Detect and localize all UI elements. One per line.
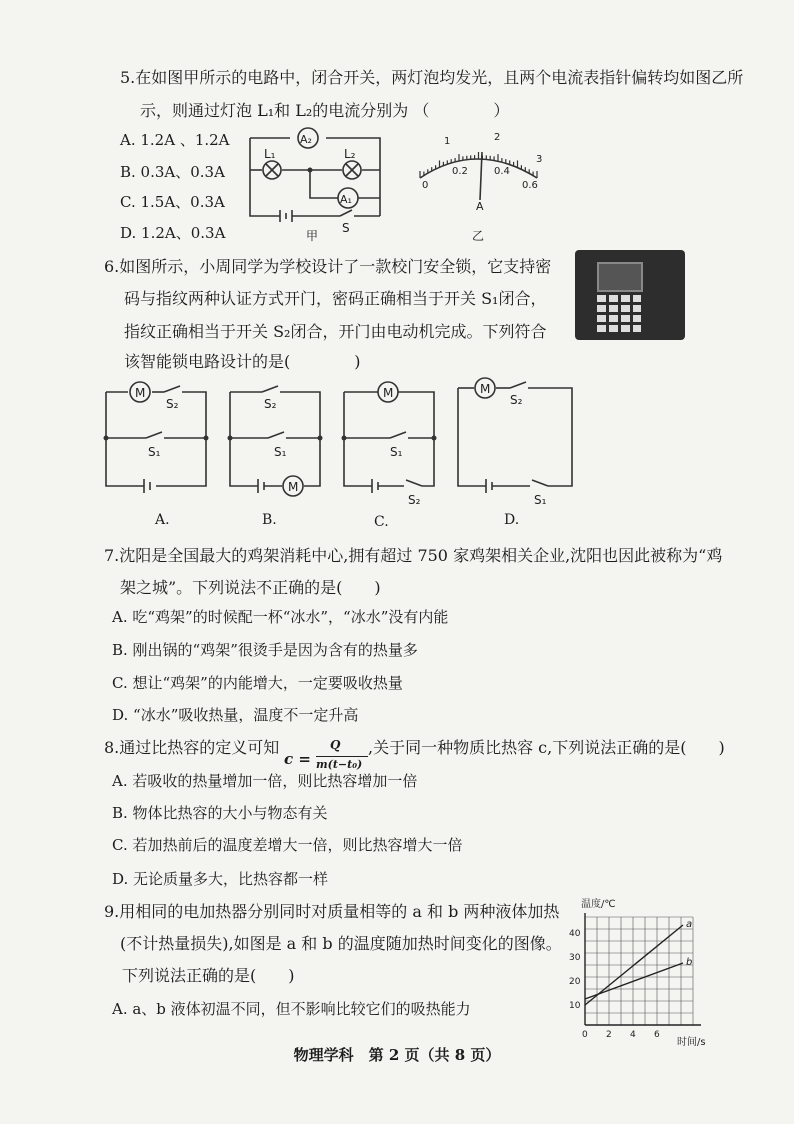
q6-caption-c: C.: [374, 514, 389, 530]
ammeter-a1-label: A₁: [340, 193, 352, 206]
dial-tick-0.4: 0.4: [494, 166, 510, 177]
motor-label-d: M: [480, 382, 491, 396]
ytick-10: 10: [569, 1001, 581, 1011]
dial-big-1: 1: [444, 136, 451, 147]
q6-stem-line3: 指纹正确相当于开关 S₂闭合，开门由电动机完成。下列符合: [124, 322, 547, 341]
switch-s-label: S: [342, 221, 350, 235]
switch-s2-label-c: S₂: [408, 493, 421, 507]
motor-label-c: M: [383, 386, 394, 400]
formula-denominator: m(t−t₀): [316, 758, 363, 771]
xtick-0: 0: [582, 1030, 588, 1040]
q9-stem-line3: 下列说法正确的是( ): [122, 966, 295, 985]
figure-yi-caption: 乙: [472, 229, 485, 243]
q8-stem-tail: ,关于同一种物质比热容 c,下列说法正确的是( ): [368, 738, 725, 757]
xtick-2: 2: [606, 1030, 612, 1040]
switch-s1-label-d: S₁: [534, 493, 547, 507]
graph-xlabel: 时间/s: [677, 1037, 706, 1048]
xtick-6: 6: [654, 1030, 660, 1040]
q5-circuit-jia: [230, 118, 400, 243]
q6-caption-a: A.: [155, 512, 170, 528]
q5-option-b: B. 0.3A、0.3A: [120, 163, 225, 181]
xtick-4: 4: [630, 1030, 636, 1040]
q9-stem-line2: (不计热量损失),如图是 a 和 b 的温度随加热时间变化的图像。: [120, 934, 562, 953]
dial-unit-a: A: [476, 200, 484, 213]
lamp-l1-label: L₁: [264, 147, 276, 161]
switch-s2-label-a: S₂: [166, 397, 179, 411]
dial-tick-0.6: 0.6: [522, 180, 538, 191]
switch-s2-label-d: S₂: [510, 393, 523, 407]
formula-c: c =: [284, 750, 311, 768]
switch-s1-label-b: S₁: [274, 445, 287, 459]
ytick-30: 30: [569, 953, 581, 963]
q5-ammeter-dial-yi: [402, 130, 552, 245]
dial-tick-0: 0: [422, 180, 429, 191]
q5-option-c: C. 1.5A、0.3A: [120, 193, 225, 211]
q7-option-a: A. 吃“鸡架”的时候配一杯“冰水”，“冰水”没有内能: [112, 608, 449, 626]
q6-caption-b: B.: [262, 512, 277, 528]
series-b-label: b: [686, 957, 693, 968]
switch-s1-label-a: S₁: [148, 445, 161, 459]
q5-stem-line2: 示，则通过灯泡 L₁和 L₂的电流分别为 （ ）: [140, 101, 510, 120]
dial-big-2: 2: [494, 132, 501, 143]
q5-option-a: A. 1.2A 、1.2A: [120, 131, 230, 149]
q9-temperature-graph: [565, 895, 715, 1055]
lock-screen: [597, 262, 643, 292]
q6-stem-line4: 该智能锁电路设计的是( ): [124, 352, 361, 371]
q8-stem-lead: 8.通过比热容的定义可知: [104, 738, 280, 757]
q7-option-d: D. “冰水”吸收热量，温度不一定升高: [112, 706, 359, 724]
figure-jia-caption: 甲: [306, 229, 319, 243]
series-a-label: a: [686, 919, 693, 930]
q8-option-b: B. 物体比热容的大小与物态有关: [112, 804, 328, 822]
page-footer: 物理学科 第 2 页（共 8 页）: [293, 1046, 501, 1064]
q8-option-a: A. 若吸收的热量增加一倍，则比热容增加一倍: [112, 772, 418, 790]
q6-stem-line1: 6.如图所示，小周同学为学校设计了一款校门安全锁，它支持密: [104, 257, 552, 276]
q7-stem-line1: 7.沈阳是全国最大的鸡架消耗中心,拥有超过 750 家鸡架相关企业,沈阳也因此被称为“鸡: [104, 546, 723, 565]
formula-numerator: Q: [330, 738, 341, 752]
q7-option-b: B. 刚出锅的“鸡架”很烫手是因为含有的热量多: [112, 641, 418, 659]
ytick-20: 20: [569, 977, 581, 987]
line-b: [585, 963, 683, 999]
q7-stem-line2: 架之城”。下列说法不正确的是( ): [120, 578, 381, 597]
formula-bar: [316, 756, 368, 757]
smart-lock-image: [575, 250, 685, 340]
graph-ylabel: 温度/℃: [581, 899, 616, 910]
q8-option-d: D. 无论质量多大，比热容都一样: [112, 870, 329, 888]
lamp-l2-label: L₂: [344, 147, 356, 161]
q8-option-c: C. 若加热前后的温度差增大一倍，则比热容增大一倍: [112, 836, 463, 854]
ytick-40: 40: [569, 929, 581, 939]
q6-stem-line2: 码与指纹两种认证方式开门，密码正确相当于开关 S₁闭合，: [124, 289, 547, 308]
q5-stem-line1: 5.在如图甲所示的电路中，闭合开关，两灯泡均发光，且两个电流表指针偏转均如图乙所: [120, 68, 744, 87]
switch-s2-label-b: S₂: [264, 397, 277, 411]
lock-keypad: [597, 294, 641, 332]
switch-s1-label-c: S₁: [390, 445, 403, 459]
q6-circuit-options: [100, 378, 590, 528]
q9-stem-line1: 9.用相同的电加热器分别同时对质量相等的 a 和 b 两种液体加热: [104, 902, 560, 921]
motor-label-a: M: [135, 386, 146, 400]
dial-big-3: 3: [536, 154, 543, 165]
ammeter-a2-label: A₂: [300, 133, 312, 146]
dial-tick-0.2: 0.2: [452, 166, 468, 177]
motor-label-b: M: [288, 480, 299, 494]
q7-option-c: C. 想让“鸡架”的内能增大，一定要吸收热量: [112, 674, 403, 692]
q5-option-d: D. 1.2A、0.3A: [120, 224, 226, 242]
q9-option-a: A. a、b 液体初温不同，但不影响比较它们的吸热能力: [112, 1000, 471, 1018]
q6-caption-d: D.: [504, 512, 520, 528]
